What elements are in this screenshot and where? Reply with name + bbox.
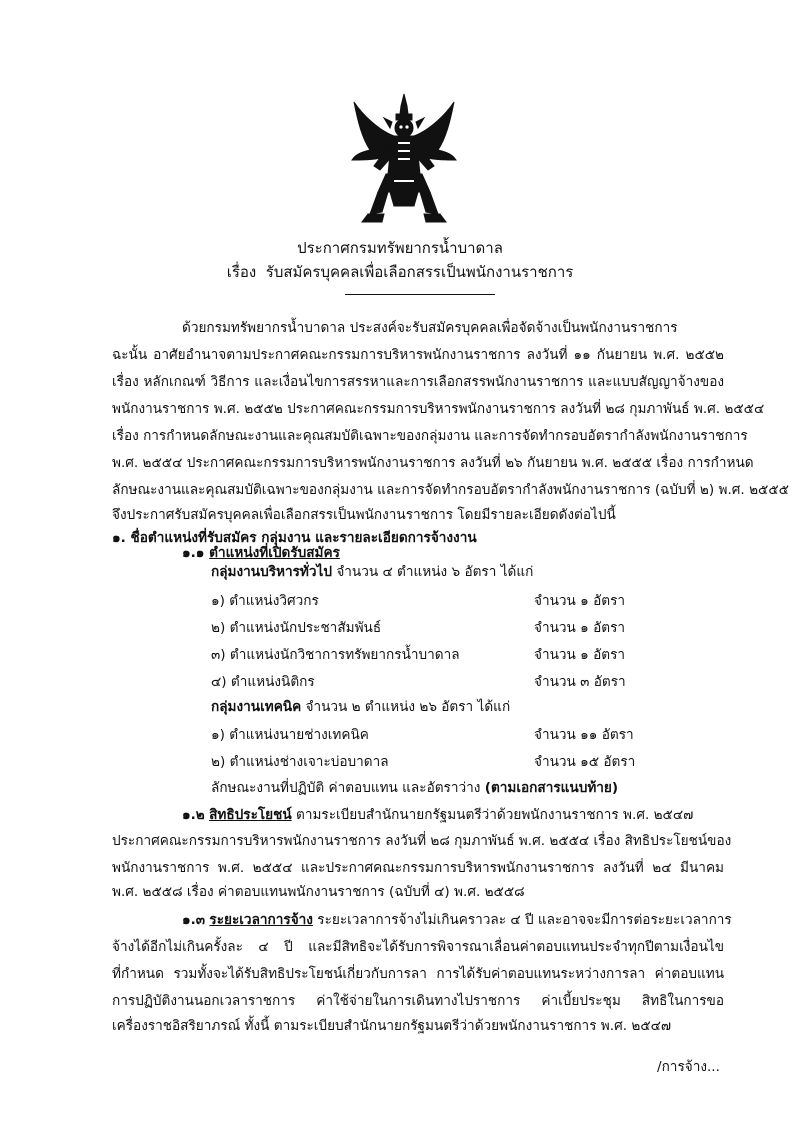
group-admin-name: กลุ่มงานบริหารทั่วไป	[211, 564, 332, 580]
section-1-3-title: ระยะเวลาการจ้าง	[209, 912, 313, 928]
position-count: จำนวน ๑๕ อัตรา	[534, 754, 636, 770]
continuation-marker: /การจ้าง...	[657, 1059, 720, 1075]
intro-line: เรื่อง หลักเกณฑ์ วิธีการ และเงื่อนไขการสรรหาและการเลือกสรรพนักงานราชการ และแบบสัญญาจ้างของ	[112, 374, 724, 390]
position-count: จำนวน ๓ อัตรา	[534, 674, 626, 690]
section-1-2-line: พนักงานราชการ พ.ศ. ๒๕๕๔ และประกาศคณะกรรมการบริหารพนักงานราชการ ลงวันที่ ๒๔ มีนาคม	[112, 860, 724, 876]
section-1-2-number: ๑.๒	[182, 807, 205, 823]
group-admin-summary: จำนวน ๔ ตำแหน่ง ๖ อัตรา ได้แก่	[336, 564, 534, 580]
section-1-3-text: ระยะเวลาการจ้างไม่เกินคราวละ ๔ ปี และอาจจะมีการต่อระยะเวลาการ	[317, 912, 732, 928]
section-1-2-line: พ.ศ. ๒๕๕๘ เรื่อง ค่าตอบแทนพนักงานราชการ (ฉบับที่ ๔) พ.ศ. ๒๕๕๘	[112, 884, 525, 900]
section-1-3-line: จ้างได้อีกไม่เกินครั้งละ ๔ ปี และมีสิทธิจะได้รับการพิจารณาเลื่อนค่าตอบแทนประจำทุกปีตามเงื่อนไข	[112, 939, 724, 955]
section-1-heading: ๑. ชื่อตำแหน่งที่รับสมัคร กลุ่มงาน และรายละเอียดการจ้างงาน	[112, 530, 477, 546]
subject-text: รับสมัครบุคคลเพื่อเลือกสรรเป็นพนักงานราชการ	[265, 263, 574, 281]
section-1-3-line	[182, 910, 732, 930]
section-1-2-line: ประกาศคณะกรรมการบริหารพนักงานราชการ ลงวันที่ ๒๘ กุมภาพันธ์ พ.ศ. ๒๕๕๔ เรื่อง สิทธิประโยชน์ของ	[112, 833, 732, 849]
position-label: ๑) ตำแหน่งวิศวกร	[211, 593, 319, 609]
intro-line: พ.ศ. ๒๕๕๔ ประกาศคณะกรรมการบริหารพนักงานราชการ ลงวันที่ ๒๖ กันยายน พ.ศ. ๒๕๕๕ เรื่อง การกำหนด	[112, 455, 754, 471]
section-1-2-text: ตามระเบียบสำนักนายกรัฐมนตรีว่าด้วยพนักงานราชการ พ.ศ. ๒๕๔๗	[296, 807, 694, 823]
intro-line: ลักษณะงานและคุณสมบัติเฉพาะของกลุ่มงาน และการจัดทำกรอบอัตรากำลังพนักงานราชการ (ฉบับที่ ๒) พ.ศ. ๒๕๕๕	[112, 482, 789, 498]
section-1-1-number: ๑.๑	[182, 545, 205, 561]
position-label: ๑) ตำแหน่งนายช่างเทคนิค	[211, 727, 369, 743]
intro-line: เรื่อง การกำหนดลักษณะงานและคุณสมบัติเฉพาะของกลุ่มงาน และการจัดทำกรอบอัตรากำลังพนักงานราชการ	[112, 428, 748, 444]
group-technical-name: กลุ่มงานเทคนิค	[211, 699, 302, 715]
position-count: จำนวน ๑ อัตรา	[534, 620, 626, 636]
section-1-2-line	[182, 805, 693, 825]
intro-line: จึงประกาศรับสมัครบุคคลเพื่อเลือกสรรเป็นพนักงานราชการ โดยมีรายละเอียดดังต่อไปนี้	[112, 507, 616, 523]
intro-line: ฉะนั้น อาศัยอำนาจตามประกาศคณะกรรมการบริหารพนักงานราชการ ลงวันที่ ๑๑ กันยายน พ.ศ. ๒๕๕๒	[112, 347, 724, 363]
section-1-3-line: เครื่องราชอิสริยาภรณ์ ทั้งนี้ ตามระเบียบสำนักนายกรัฐมนตรีว่าด้วยพนักงานราชการ พ.ศ. ๒๕๔๗	[112, 1018, 672, 1034]
section-1-3-number: ๑.๓	[182, 912, 206, 928]
attachment-note-ref: (ตามเอกสารแนบท้าย)	[484, 780, 619, 796]
subject-label: เรื่อง	[226, 263, 257, 281]
position-count: จำนวน ๑๑ อัตรา	[534, 727, 634, 743]
position-label: ๒) ตำแหน่งช่างเจาะบ่อบาดาล	[211, 754, 389, 770]
position-count: จำนวน ๑ อัตรา	[534, 647, 626, 663]
intro-line: ด้วยกรมทรัพยากรน้ำบาดาล ประสงค์จะรับสมัครบุคคลเพื่อจัดจ้างเป็นพนักงานราชการ	[182, 320, 678, 336]
group-technical-summary: จำนวน ๒ ตำแหน่ง ๒๖ อัตรา ได้แก่	[305, 699, 511, 715]
announcement-title: ประกาศกรมทรัพยากรน้ำบาดาล	[297, 239, 503, 257]
intro-line: พนักงานราชการ พ.ศ. ๒๕๕๒ ประกาศคณะกรรมการบริหารพนักงานราชการ ลงวันที่ ๒๘ กุมภาพันธ์ พ.ศ. ๒๕๕๔	[112, 401, 765, 417]
position-label: ๔) ตำแหน่งนิติกร	[211, 674, 315, 690]
section-1-3-line: ที่กำหนด รวมทั้งจะได้รับสิทธิประโยชน์เกี่ยวกับการลา การได้รับค่าตอบแทนระหว่างการลา ค่าตอบแทน	[112, 966, 724, 982]
group-admin-heading	[211, 562, 533, 582]
section-1-3-line: การปฏิบัติงานนอกเวลาราชการ ค่าใช้จ่ายในการเดินทางไปราชการ ค่าเบี้ยประชุม สิทธิในการขอ	[112, 993, 724, 1009]
group-technical-heading	[211, 697, 510, 717]
section-1-1-title: ตำแหน่งที่เปิดรับสมัคร	[209, 545, 340, 561]
announcement-subject	[0, 260, 800, 284]
garuda-emblem-icon	[348, 92, 460, 226]
attachment-note-text: ลักษณะงานที่ปฏิบัติ ค่าตอบแทน และอัตราว่าง	[211, 780, 481, 796]
title-divider	[345, 294, 495, 295]
attachment-note	[211, 778, 618, 798]
position-label: ๓) ตำแหน่งนักวิชาการทรัพยากรน้ำบาดาล	[211, 647, 460, 663]
position-label: ๒) ตำแหน่งนักประชาสัมพันธ์	[211, 620, 382, 636]
section-1-2-title: สิทธิประโยชน์	[209, 807, 292, 823]
position-count: จำนวน ๑ อัตรา	[534, 593, 626, 609]
